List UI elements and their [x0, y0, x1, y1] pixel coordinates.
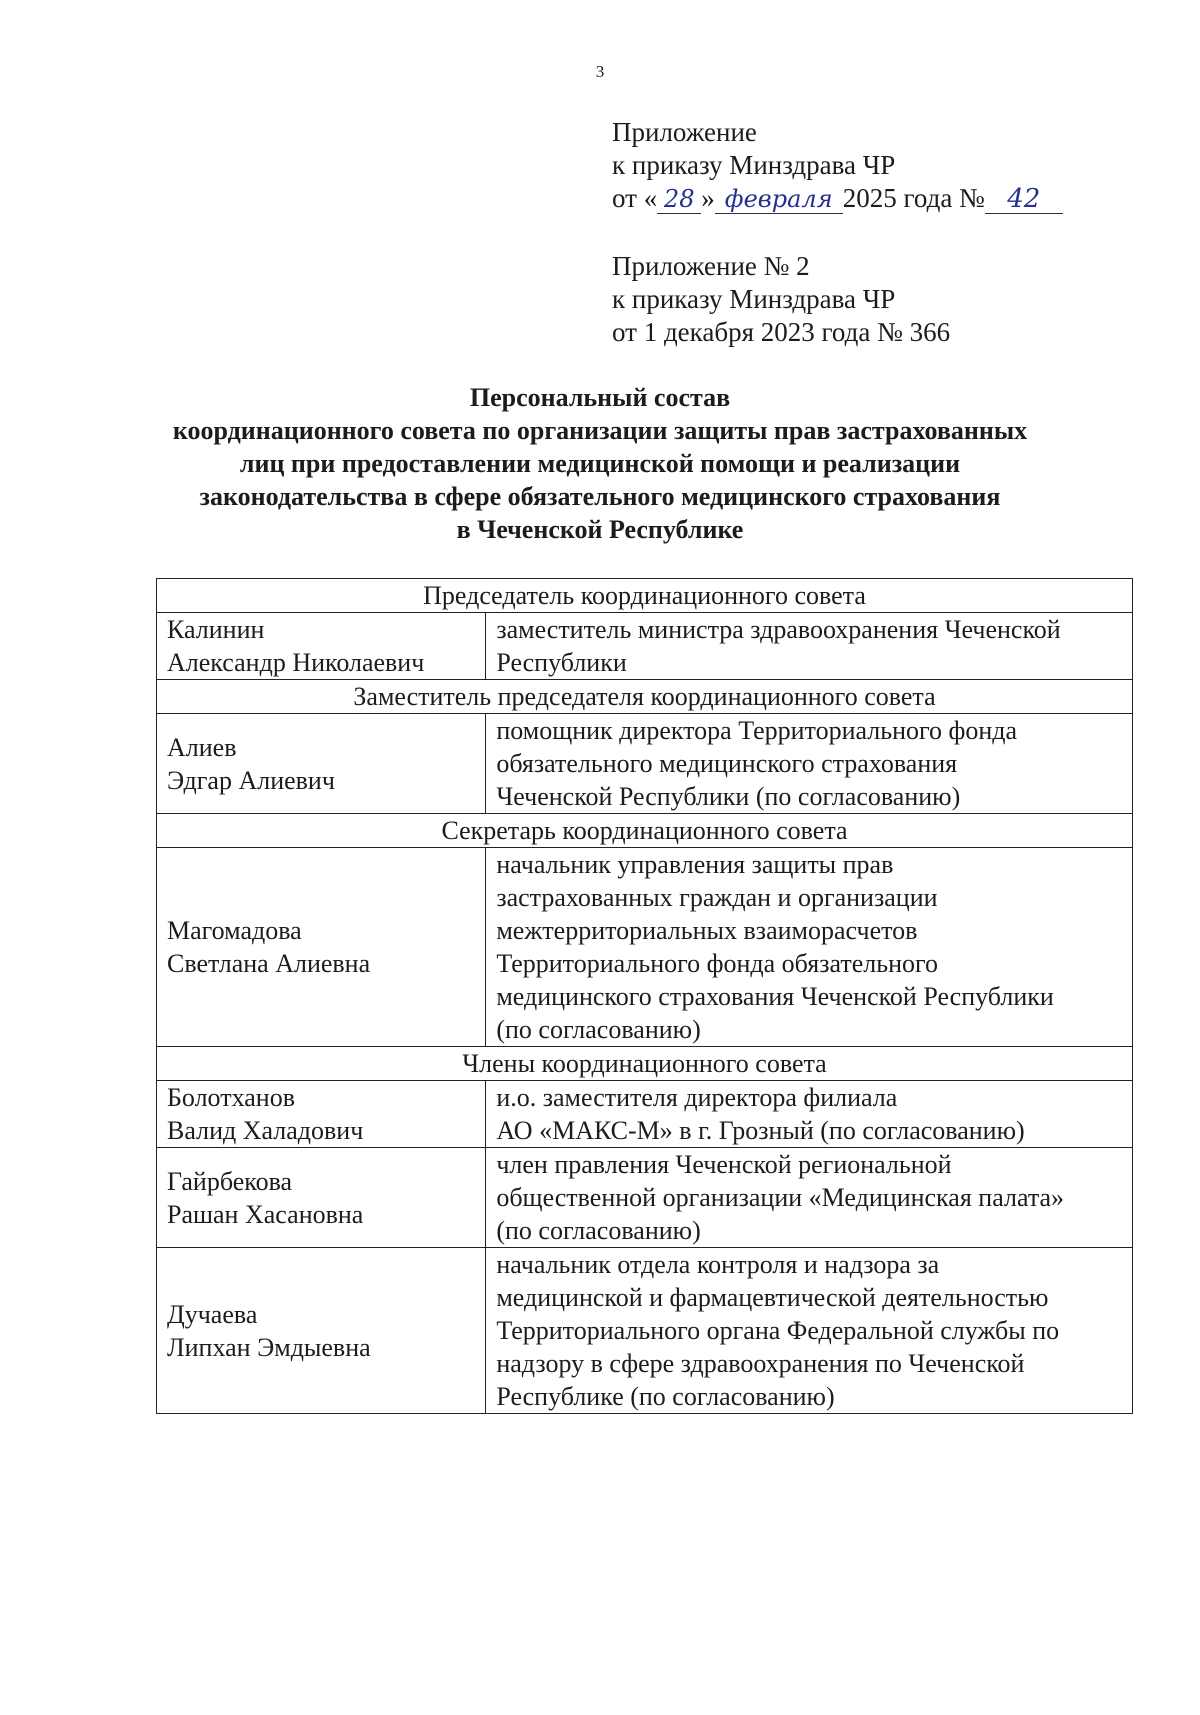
section-heading: Заместитель председателя координационного совета: [157, 680, 1133, 714]
member-position-line: Республики: [496, 648, 627, 677]
member-position-line: (по согласованию): [496, 1015, 701, 1044]
member-position-line: медицинской и фармацевтической деятельностью: [496, 1283, 1049, 1312]
title-line: законодательства в сфере обязательного медицинского страхования: [199, 482, 1001, 511]
section-header-row: [157, 814, 1133, 848]
member-position-line: обязательного медицинского страхования: [496, 749, 958, 778]
member-name-line: Светлана Алиевна: [167, 949, 371, 978]
member-position-line: помощник директора Территориального фонда: [496, 716, 1018, 745]
appendix-label: Приложение: [612, 117, 757, 147]
section-heading: Секретарь координационного совета: [157, 814, 1133, 848]
member-name-line: Алиев: [167, 732, 237, 762]
page-number: 3: [595, 62, 605, 81]
member-name: [157, 613, 486, 680]
section-header-row: [157, 1047, 1133, 1081]
member-name-line: Александр Николаевич: [167, 648, 425, 677]
member-row: [157, 1248, 1133, 1414]
council-members-table: [156, 578, 1133, 1414]
member-position-line: застрахованных граждан и организации: [496, 883, 938, 912]
section-heading: Члены координационного совета: [157, 1047, 1133, 1081]
member-position-line: общественной организации «Медицинская палата»: [496, 1183, 1065, 1212]
member-name: [157, 1148, 486, 1248]
member-position-line: медицинского страхования Чеченской Республики: [496, 982, 1054, 1011]
member-position-line: межтерриториальных взаиморасчетов: [496, 916, 918, 945]
member-name-line: Калинин: [167, 615, 265, 644]
appendix-prev-date-line: от 1 декабря 2023 года № 366: [612, 317, 951, 347]
title-line: в Чеченской Республике: [456, 515, 744, 544]
appendix-date-line: [612, 182, 1063, 215]
title-line: лиц при предоставлении медицинской помощи и реализации: [239, 449, 961, 478]
title-line: координационного совета по организации защиты прав застрахованных: [172, 416, 1028, 445]
appendix-previous-block: [612, 250, 950, 349]
member-name-line: Липхан Эмдыевна: [167, 1332, 371, 1362]
member-position-line: Территориального органа Федеральной службы по: [496, 1316, 1060, 1345]
member-name-line: Болотханов: [167, 1083, 295, 1112]
member-name: [157, 714, 486, 814]
section-header-row: [157, 680, 1133, 714]
member-name: [157, 848, 486, 1047]
member-name: [157, 1248, 486, 1414]
appendix-current-block: [612, 116, 1063, 215]
member-position: [486, 714, 1133, 814]
member-position-line: начальник управления защиты прав: [496, 850, 894, 879]
member-row: [157, 613, 1133, 680]
member-position-line: надзору в сфере здравоохранения по Чеченской: [496, 1349, 1025, 1378]
member-position-line: заместитель министра здравоохранения Чеченской: [496, 615, 1061, 644]
member-name-line: Магомадова: [167, 916, 302, 945]
member-position: [486, 1148, 1133, 1248]
member-name-line: Валид Халадович: [167, 1116, 364, 1145]
member-position-line: Республике (по согласованию): [496, 1382, 835, 1411]
appendix-prev-label: Приложение № 2: [612, 251, 810, 281]
member-row: [157, 848, 1133, 1047]
member-position-line: Территориального фонда обязательного: [496, 949, 939, 978]
member-position-line: (по согласованию): [496, 1216, 701, 1245]
member-position: [486, 1081, 1133, 1148]
member-name-line: Эдгар Алиевич: [167, 765, 335, 795]
date-prefix: от «: [612, 183, 658, 213]
date-year-text: 2025 года №: [842, 183, 985, 213]
appendix-prev-order-reference: к приказу Минздрава ЧР: [612, 284, 896, 314]
handwritten-order-number: 42: [985, 185, 1063, 214]
member-position-line: начальник отдела контроля и надзора за: [496, 1250, 940, 1279]
section-header-row: [157, 579, 1133, 613]
member-position-line: Чеченской Республики (по согласованию): [496, 782, 961, 811]
member-position-line: АО «МАКС-М» в г. Грозный (по согласованию): [496, 1116, 1025, 1145]
member-position-line: и.о. заместителя директора филиала: [496, 1083, 898, 1112]
member-name-line: Рашан Хасановна: [167, 1199, 364, 1229]
member-row: [157, 1148, 1133, 1248]
section-heading: Председатель координационного совета: [157, 579, 1133, 613]
member-position: [486, 1248, 1133, 1414]
member-position: [486, 613, 1133, 680]
member-name-line: Гайрбекова: [167, 1166, 293, 1196]
handwritten-month: февраля: [715, 185, 843, 214]
council-members-table-body: [157, 579, 1133, 1414]
title-line: Персональный состав: [469, 383, 731, 412]
member-position: [486, 848, 1133, 1047]
document-title: [150, 381, 1050, 546]
appendix-order-reference: к приказу Минздрава ЧР: [612, 150, 896, 180]
date-quote-close: »: [701, 183, 715, 213]
member-name: [157, 1081, 486, 1148]
member-row: [157, 1081, 1133, 1148]
handwritten-day: 28: [657, 185, 701, 214]
member-name-line: Дучаева: [167, 1299, 258, 1329]
member-position-line: член правления Чеченской региональной: [496, 1150, 952, 1179]
member-row: [157, 714, 1133, 814]
